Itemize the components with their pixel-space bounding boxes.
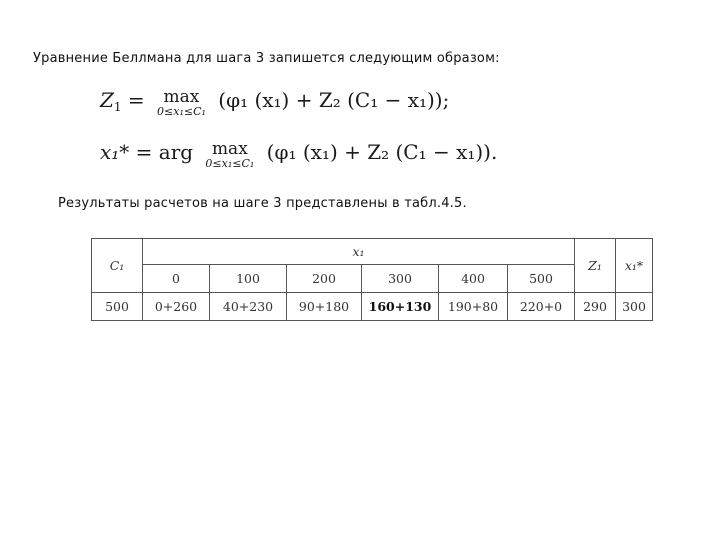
formula-max-label: max bbox=[163, 87, 200, 107]
table-row bbox=[92, 293, 653, 321]
formula-xstar-rhs: (φ₁ (x₁) + Z₂ (C₁ − x₁)). bbox=[266, 140, 498, 164]
x-value-4: 400 bbox=[439, 265, 508, 293]
formula-z1-lhs-sub: 1 bbox=[113, 100, 122, 114]
formula-xstar-lhs: x₁* bbox=[100, 140, 130, 164]
formula-eq: = bbox=[127, 88, 145, 112]
table-subheader-row bbox=[92, 265, 653, 293]
x-value-5: 500 bbox=[508, 265, 575, 293]
formula-z1-lhs: Z bbox=[100, 88, 114, 112]
x-value-2: 200 bbox=[287, 265, 362, 293]
row-c-value: 500 bbox=[92, 293, 143, 321]
row-cell-2: 90+180 bbox=[287, 293, 362, 321]
formula-arg: = arg bbox=[135, 140, 194, 164]
intro-text: Уравнение Беллмана для шага 3 запишется следующим образом: bbox=[33, 51, 500, 66]
formula-argmax bbox=[205, 140, 254, 170]
row-cell-5: 220+0 bbox=[508, 293, 575, 321]
formula-xstar bbox=[100, 140, 497, 170]
bellman-formulas bbox=[100, 84, 590, 184]
row-cell-3: 160+130 bbox=[362, 293, 439, 321]
results-table bbox=[91, 238, 653, 321]
formula-z1-rhs: (φ₁ (x₁) + Z₂ (C₁ − x₁)); bbox=[218, 88, 450, 112]
x-value-3: 300 bbox=[362, 265, 439, 293]
x-value-0: 0 bbox=[143, 265, 210, 293]
header-xstar: x₁* bbox=[616, 239, 653, 293]
row-cell-0: 0+260 bbox=[143, 293, 210, 321]
formula-max bbox=[157, 88, 206, 118]
row-cell-1: 40+230 bbox=[210, 293, 287, 321]
row-cell-4: 190+80 bbox=[439, 293, 508, 321]
formula-max-range: 0≤x₁≤C₁ bbox=[157, 105, 206, 118]
row-xstar-value: 300 bbox=[616, 293, 653, 321]
row-z-value: 290 bbox=[575, 293, 616, 321]
header-x1: x₁ bbox=[143, 239, 575, 265]
header-c1: C₁ bbox=[92, 239, 143, 293]
formula-argmax-label: max bbox=[211, 139, 248, 159]
header-z1: Z₁ bbox=[575, 239, 616, 293]
x-value-1: 100 bbox=[210, 265, 287, 293]
formula-z1 bbox=[100, 88, 449, 118]
table-header-row bbox=[92, 239, 653, 265]
results-text: Результаты расчетов на шаге 3 представлены в табл.4.5. bbox=[58, 196, 467, 211]
formula-argmax-range: 0≤x₁≤C₁ bbox=[205, 157, 255, 170]
